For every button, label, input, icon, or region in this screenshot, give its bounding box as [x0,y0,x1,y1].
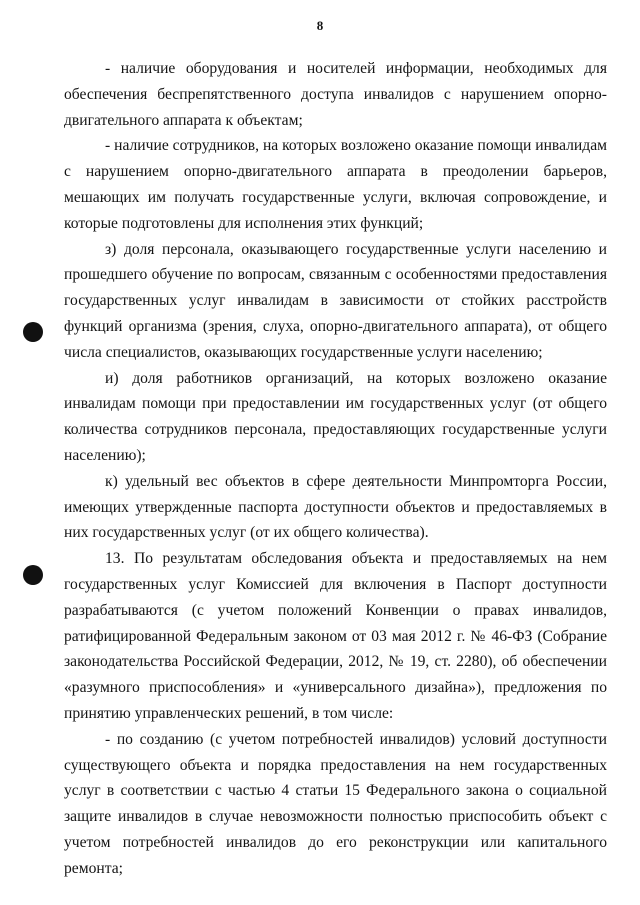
paragraph-item-k: к) удельный вес объектов в сфере деятельности Минпромторга России, имеющих утвержденные паспорта доступности объектов и предоставляемых в них государственных услуг (от их общего количества). [64,472,607,542]
paragraph-item-z: з) доля персонала, оказывающего государственные услуги населению и прошедшего обучение по вопросам, связанным с особенностями предоставления государственных услуг инвалидам в зависимости от стойких расстройств функций организма (зрения, слуха, опорно-двигательного аппарата), от общего числа специалистов, оказывающих государственные услуги населению; [64,240,607,361]
binder-hole [23,322,43,342]
page-number: 8 [316,18,324,33]
binder-hole [23,565,43,585]
paragraph-item-i: и) доля работников организаций, на которых возложено оказание инвалидам помощи при предоставлении им государственных услуг (от общего количества сотрудников персонала, предоставляющих государственные услуги населению); [64,369,607,464]
paragraph-staff-assistance: - наличие сотрудников, на которых возложено оказание помощи инвалидам с нарушением опорно-двигательного аппарата в преодолении барьеров, мешающих им получать государственные услуги, включая сопровождение, и которые подготовлены для исполнения этих функций; [64,137,607,232]
paragraph-equipment: - наличие оборудования и носителей информации, необходимых для обеспечения беспрепятственного доступа инвалидов с нарушением опорно-двигательного аппарата к объектам; [64,60,607,129]
document-body [64,56,607,882]
paragraph-section-13: 13. По результатам обследования объекта и предоставляемых на нем государственных услуг Комиссией для включения в Паспорт доступности разрабатываются (с учетом положений Конвенции о правах инвалидов, ратифицированной Федеральным законом от 03 мая 2012 г. № 46-ФЗ (Собрание законодательства Российской Федерации, 2012, № 19, ст. 2280), об обеспечении «разумного приспособления» и «универсального дизайна»), предложения по принятию управленческих решений, в том числе: [64,550,607,722]
paragraph-creation-conditions: - по созданию (с учетом потребностей инвалидов) условий доступности существующего объекта и порядка предоставления на нем государственных услуг в соответствии с частью 4 статьи 15 Федерального закона о социальной защите инвалидов в случае невозможности полностью приспособить объект с учетом потребностей инвалидов до его реконструкции или капитального ремонта; [64,730,607,877]
